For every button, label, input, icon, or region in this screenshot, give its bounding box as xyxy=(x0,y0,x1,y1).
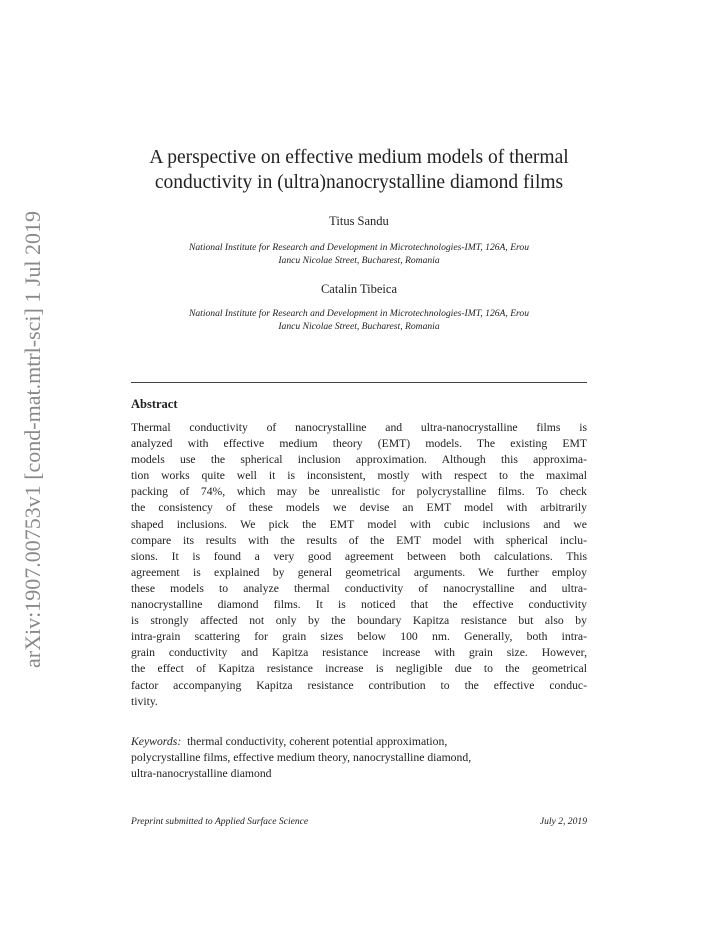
abstract-line: sions. It is found a very good agreement between both calculations. This xyxy=(131,549,587,563)
keywords-label: Keywords: xyxy=(131,735,182,748)
keywords-block xyxy=(131,734,601,782)
abstract-heading: Abstract xyxy=(131,397,178,411)
author-name: Titus Sandu xyxy=(329,214,389,228)
keywords-line: ultra-nanocrystalline diamond xyxy=(131,767,272,781)
author-affiliation xyxy=(126,307,592,333)
title-line: conductivity in (ultra)nanocrystalline diamond films xyxy=(154,172,564,193)
abstract-line: the effect of Kapitza resistance increase is negligible due to the geometrical xyxy=(131,662,587,676)
abstract-line: models use the spherical inclusion approximation. Although this approxima- xyxy=(131,453,587,467)
affiliation-line: Iancu Nicolae Street, Bucharest, Romania xyxy=(278,321,440,332)
abstract-line: nanocrystalline diamond films. It is noticed that the effective conductivity xyxy=(131,598,587,612)
author-name: Catalin Tibeica xyxy=(320,282,398,296)
abstract-line: intra-grain scattering for grain sizes below 100 nm. Generally, both intra- xyxy=(131,630,587,644)
abstract-line: shaped inclusions. We pick the EMT model with cubic inclusions and we xyxy=(131,517,587,531)
abstract-line: compare its results with the results of the EMT model with spherical inclu- xyxy=(131,533,587,547)
affiliation-line: National Institute for Research and Development in Microtechnologies-IMT, 126A, Erou xyxy=(188,308,530,319)
abstract-line: tivity. xyxy=(131,694,158,708)
abstract-line: Thermal conductivity of nanocrystalline and ultra-nanocrystalline films is xyxy=(131,421,587,434)
affiliation-line: Iancu Nicolae Street, Bucharest, Romania xyxy=(278,255,440,266)
keywords-text: thermal conductivity, coherent potential approximation, xyxy=(187,735,448,748)
section-divider xyxy=(131,382,587,383)
author-affiliation xyxy=(126,241,592,267)
arxiv-identifier: arXiv:1907.00753v1 [cond-mat.mtrl-sci] 1 Jul 2019 xyxy=(20,210,45,668)
abstract-line: is strongly affected not only by the boundary Kapitza resistance but also by xyxy=(131,614,587,628)
affiliation-line: National Institute for Research and Development in Microtechnologies-IMT, 126A, Erou xyxy=(188,242,530,253)
arxiv-sidebar-stamp xyxy=(6,210,58,670)
abstract-line: grain conductivity and Kapitza resistance increase with grain size. However, xyxy=(131,646,587,660)
title-line: A perspective on effective medium models of thermal xyxy=(149,147,569,168)
keywords-line xyxy=(131,734,601,750)
preprint-date: July 2, 2019 xyxy=(539,816,587,827)
abstract-line: the consistency of these models we devise an EMT model with arbitrarily xyxy=(131,501,587,515)
abstract-line: tion works quite well it is inconsistent, mostly with respect to the maximal xyxy=(131,469,587,483)
abstract-line: these models to analyze thermal conductivity of nanocrystalline and ultra- xyxy=(131,581,587,595)
abstract-line: analyzed with effective medium theory (EMT) models. The existing EMT xyxy=(131,437,587,451)
abstract-line: factor accompanying Kapitza resistance contribution to the effective conduc- xyxy=(131,678,587,692)
paper-title xyxy=(130,145,588,195)
keywords-line: polycrystalline films, effective medium theory, nanocrystalline diamond, xyxy=(131,751,472,765)
abstract-text xyxy=(131,420,587,710)
abstract-line: packing of 74%, which may be unrealistic for polycrystalline films. To check xyxy=(131,485,587,499)
preprint-note: Preprint submitted to Applied Surface Science xyxy=(131,816,309,827)
abstract-line: agreement is explained by general geometrical arguments. We further employ xyxy=(131,565,587,579)
